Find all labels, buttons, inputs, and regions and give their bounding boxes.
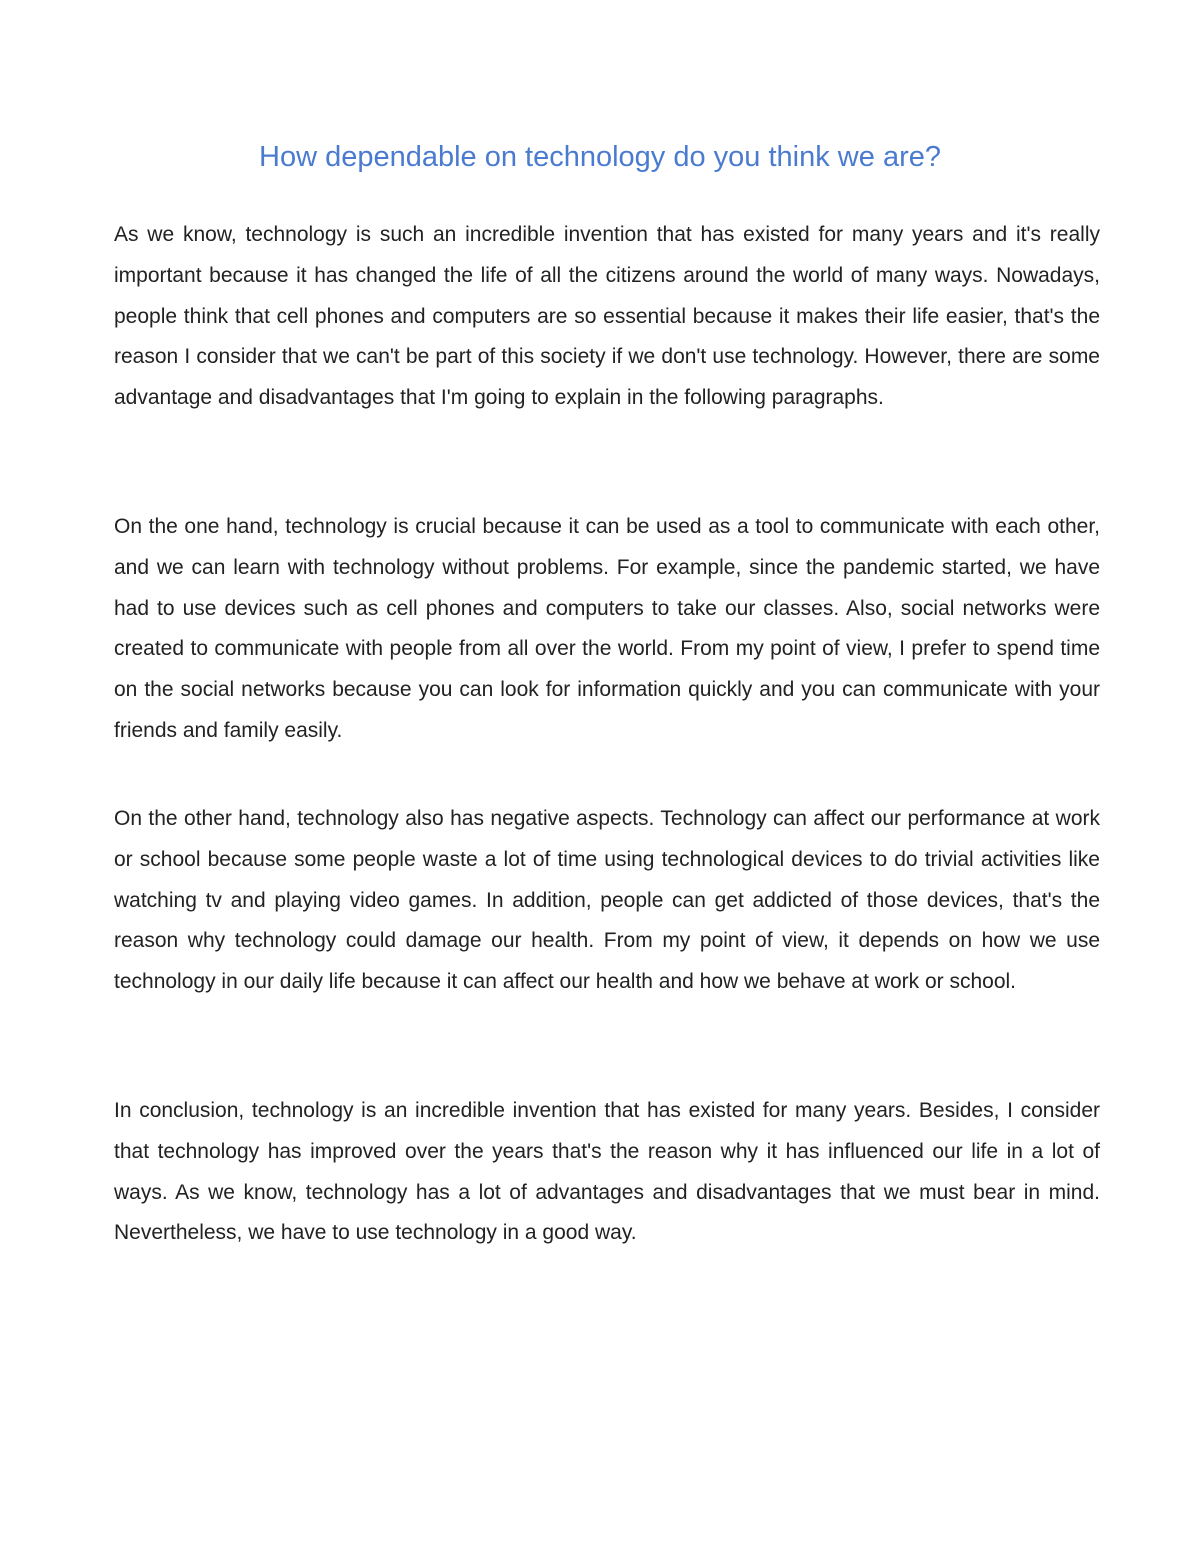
document-title: How dependable on technology do you think we are? — [259, 141, 941, 173]
paragraph-conclusion: In conclusion, technology is an incredible invention that has existed for many years. Besides, I consider that technology has improved over the years that's the reason why it has influenced our life in a lot of ways. As we know, technology has a lot of advantages and disadvantages that we must bear in mind. Nevertheless, we have to use technology in a good way. — [114, 1099, 1100, 1245]
paragraph-disadvantages: On the other hand, technology also has negative aspects. Technology can affect our performance at work or school because some people waste a lot of time using technological devices to do trivial activities like watching tv and playing video games. In addition, people can get addicted of those devices, that's the reason why technology could damage our health. From my point of view, it depends on how we use technology in our daily life because it can affect our health and how we behave at work or school. — [114, 807, 1100, 994]
paragraph-advantages: On the one hand, technology is crucial because it can be used as a tool to communicate with each other, and we can learn with technology without problems. For example, since the pandemic started, we have had to use devices such as cell phones and computers to take our classes. Also, social networks were created to communicate with people from all over the world. From my point of view, I prefer to spend time on the social networks because you can look for information quickly and you can communicate with your friends and family easily. — [114, 515, 1100, 742]
paragraph-intro: As we know, technology is such an incredible invention that has existed for many years and it's really important because it has changed the life of all the citizens around the world of many ways. Nowadays, people think that cell phones and computers are so essential because it makes their life easier, that's the reason I consider that we can't be part of this society if we don't use technology. However, there are some advantage and disadvantages that I'm going to explain in the following paragraphs. — [114, 223, 1100, 410]
